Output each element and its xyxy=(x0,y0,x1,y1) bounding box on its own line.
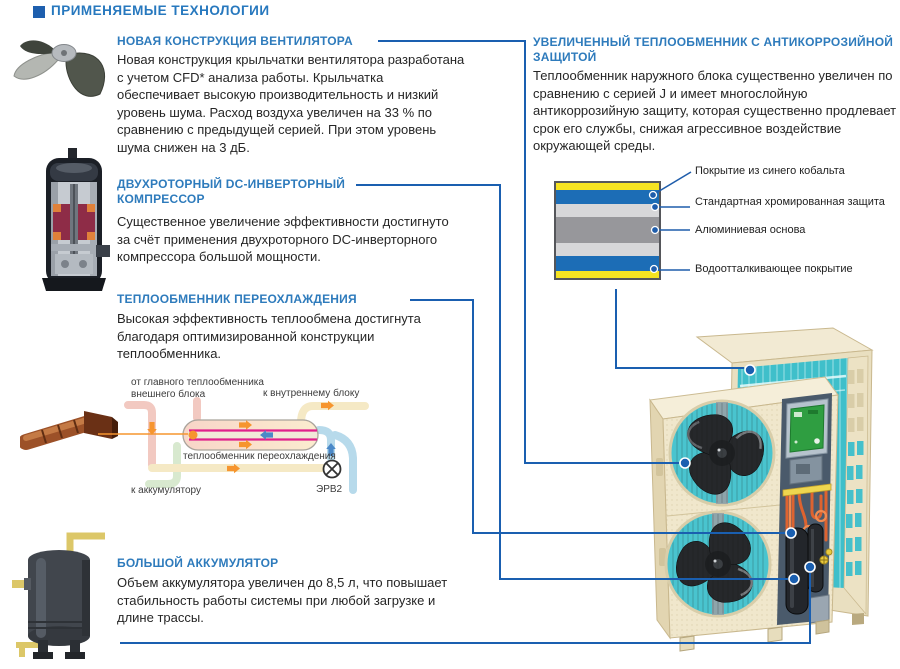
compressor-cutaway-icon xyxy=(38,146,110,294)
section-body-coating: Теплообменник наружного блока существенно увеличен по сравнению с серией J и имеет многослойную антикоррозийную защиту, которая существенно продлевает срок его службы, снижая агрессивное воздействие окружающей среды. xyxy=(533,68,897,153)
fan-propeller-icon xyxy=(8,36,112,110)
coating-label-hydrophobic: Водоотталкивающее покрытие xyxy=(695,263,853,275)
section-title-coating: УВЕЛИЧЕННЫЙ ТЕПЛООБМЕННИК С АНТИКОРРОЗИЙНОЙ ЗАЩИТОЙ xyxy=(533,35,894,64)
section-title-subcooler: ТЕПЛООБМЕННИК ПЕРЕОХЛАЖДЕНИЯ xyxy=(117,292,357,306)
section-body-compressor: Существенное увеличение эффективности достигнуто за счёт применения двухроторного DC-инверторного компрессора большой мощности. xyxy=(117,214,449,264)
front-unit xyxy=(650,377,838,651)
subcooler-label-exchanger: теплообменник переохлаждения xyxy=(183,451,336,462)
subcooler-label-valve: ЭРВ2 xyxy=(316,484,343,495)
coating-label-chrome: Стандартная хромированная защита xyxy=(695,196,885,208)
unit-fan-1 xyxy=(670,401,774,505)
page-title: ПРИМЕНЯЕМЫЕ ТЕХНОЛОГИИ xyxy=(51,3,270,18)
copper-pipe-icon xyxy=(20,402,120,454)
unit-fan-2 xyxy=(666,512,770,616)
subcooler-label-to-accumulator: к аккумулятору xyxy=(131,485,201,496)
subcooler-label-to-indoor: к внутреннему блоку xyxy=(263,388,360,399)
header-square-bullet xyxy=(33,6,45,18)
section-title-fan: НОВАЯ КОНСТРУКЦИЯ ВЕНТИЛЯТОРА xyxy=(117,34,353,48)
accumulator-tank-icon xyxy=(12,528,108,662)
coating-label-aluminium: Алюминиевая основа xyxy=(695,224,806,236)
section-title-compressor: ДВУХРОТОРНЫЙ DC-ИНВЕРТОРНЫЙ КОМПРЕССОР xyxy=(117,177,346,206)
outdoor-unit-cutaway xyxy=(620,298,900,669)
section-title-accumulator: БОЛЬШОЙ АККУМУЛЯТОР xyxy=(117,556,279,570)
coating-label-cobalt: Покрытие из синего кобальта xyxy=(695,165,845,177)
section-body-fan: Новая конструкция крыльчатки вентилятора разработана с учетом CFD* анализа работы. Крыльчатка обеспечивает высокую производительность и низкий уровень шума. Расход воздуха увеличен на 33 % по сравнению с предыдущей серией. При этом уровень шума снижен на 3 дБ. xyxy=(117,52,465,155)
subcooler-label-from-main-hx: от главного теплообменника внешнего блока xyxy=(131,377,264,400)
section-body-subcooler: Высокая эффективность теплообмена достигнута благодаря оптимизированной конструкции теплообменника. xyxy=(117,311,421,361)
section-body-accumulator: Объем аккумулятора увеличен до 8,5 л, что повышает стабильность работы системы при любой загрузке и длине трассы. xyxy=(117,575,448,625)
